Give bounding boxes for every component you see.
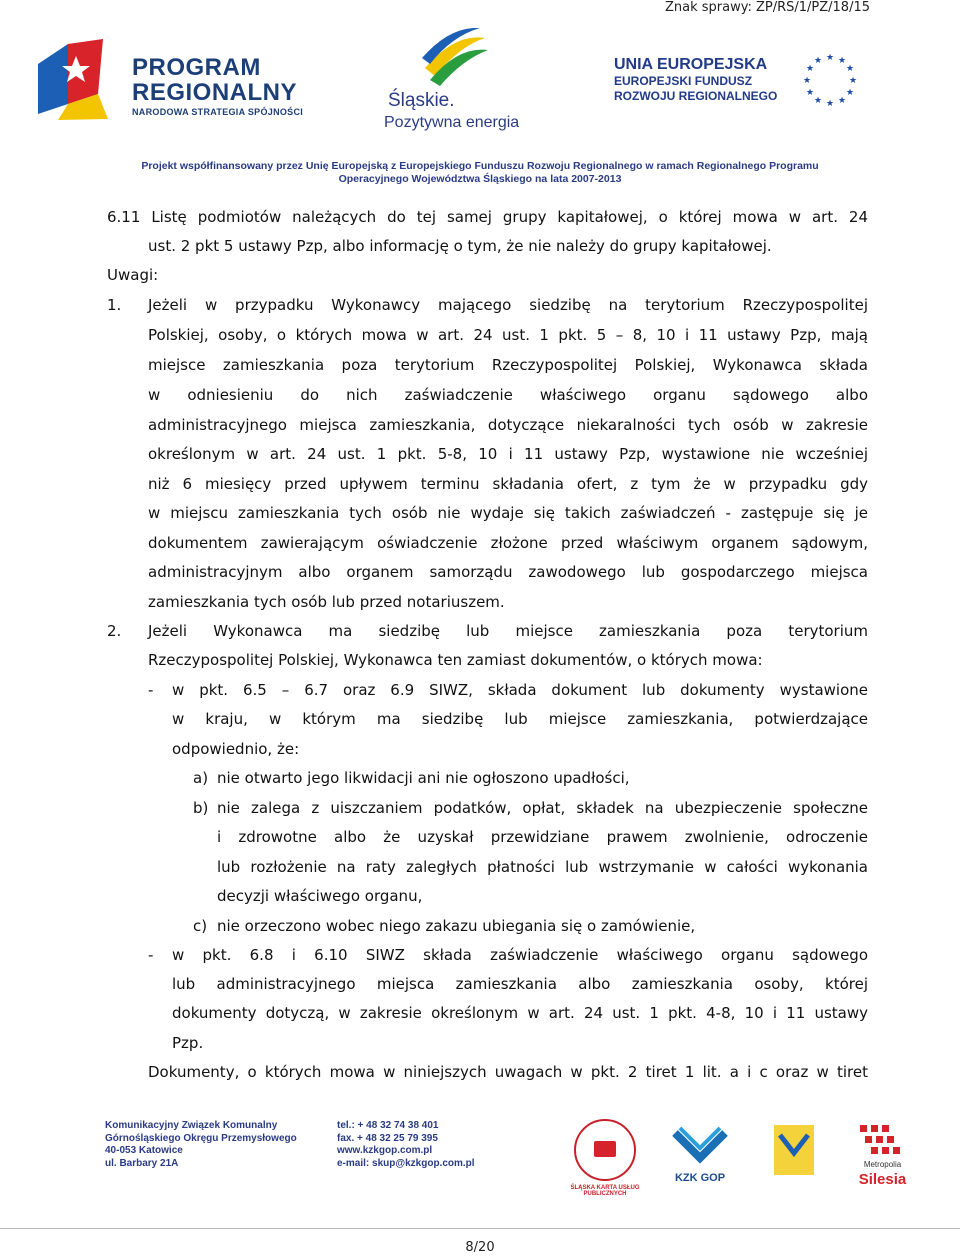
note-1-line: w miejscu zamieszkania tych osób nie wydaje się takich zaświadczeń - zastępuje się je <box>148 504 868 522</box>
metropolia-logo-icon <box>855 1120 910 1160</box>
svg-text:★: ★ <box>802 76 812 86</box>
slaska-karta-label: ŚLĄSKA KARTA USŁUG PUBLICZNYCH <box>570 1185 640 1197</box>
dash-1-line: odpowiednio, że: <box>172 740 300 758</box>
green-shield-logo-icon <box>770 1123 818 1183</box>
note-1-line: w odniesieniu do nich zaświadczenie właściwego organu sądowego albo <box>148 386 868 404</box>
kzk-gop-label: KZK GOP <box>674 1172 726 1184</box>
program-title-2: REGIONALNY <box>132 79 298 106</box>
footer-divider <box>0 1228 960 1229</box>
footer-org-line: Górnośląskiego Okręgu Przemysłowego <box>105 1132 297 1144</box>
metropolia-label: Metropolia <box>863 1160 902 1169</box>
item-b-line: i zdrowotne albo że uzyskał przewidziane prawem zwolnienie, odroczenie <box>217 828 868 846</box>
page-number: 8/20 <box>465 1240 495 1255</box>
note-1-line: miejsce zamieszkania poza terytorium Rzeczypospolitej Polskiej, Wykonawca składa <box>148 356 868 374</box>
note-2-line: Jeżeli Wykonawca ma siedzibę lub miejsce zamieszkania poza terytorium <box>148 622 868 640</box>
notes-heading: Uwagi: <box>107 266 159 284</box>
paragraph-611-line-1: 6.11 Listę podmiotów należących do tej samej grupy kapitałowej, o której mowa w art. 24 <box>107 208 868 226</box>
dash-bullet-1: - <box>148 681 154 699</box>
footer-contact <box>337 1120 475 1170</box>
item-b-label: b) <box>193 799 209 817</box>
page-footer <box>0 1115 960 1225</box>
silesia-label: Silesia <box>858 1171 907 1188</box>
kzk-gop-logo-icon <box>670 1123 730 1168</box>
paragraph-611-line-2: ust. 2 pkt 5 ustawy Pzp, albo informację o tym, że nie należy do grupy kapitałowej. <box>148 237 772 255</box>
svg-text:★: ★ <box>805 88 815 98</box>
svg-text:★: ★ <box>813 96 823 106</box>
item-b-line: decyzji właściwego organu, <box>217 887 423 905</box>
document-reference: Znak sprawy: ZP/RS/1/PZ/18/15 <box>664 0 870 15</box>
header-logos <box>0 0 960 195</box>
dash-2-line: lub administracyjnego miejsca zamieszkania albo zamieszkania osoby, której <box>172 975 868 993</box>
eu-fund-line-2: ROZWOJU REGIONALNEGO <box>614 89 778 103</box>
slaskie-name: Śląskie. <box>388 90 455 111</box>
note-2-number: 2. <box>107 622 122 640</box>
footer-logos <box>570 1115 920 1195</box>
cofinancing-line-1: Projekt współfinansowany przez Unię Europejską z Europejskiego Funduszu Rozwoju Regionalnego w ramach Regionalnego Programu <box>141 160 819 172</box>
footer-website: www.kzkgop.com.pl <box>337 1145 433 1156</box>
eu-logo <box>590 50 880 130</box>
item-b-line: lub rozłożenie na raty zaległych płatności lub wstrzymanie w całości wykonania <box>217 858 868 876</box>
item-c-label: c) <box>193 917 208 935</box>
footer-phone: tel.: + 48 32 74 38 401 <box>337 1120 439 1131</box>
note-1-line: Polskiej, osoby, o których mowa w art. 24 ust. 1 pkt. 5 – 8, 10 i 11 ustawy Pzp, mają <box>148 326 868 344</box>
item-c-text: nie orzeczono wobec niego zakazu ubiegania się o zamówienie, <box>217 917 696 935</box>
footer-org-line: 40-053 Katowice <box>105 1145 183 1156</box>
svg-text:★: ★ <box>837 56 847 66</box>
dash-2-line: w pkt. 6.8 i 6.10 SIWZ składa zaświadczenie właściwego organu sądowego <box>172 946 868 964</box>
closing-line: Dokumenty, o których mowa w niniejszych uwagach w pkt. 2 tiret 1 lit. a i c oraz w tiret <box>148 1063 868 1081</box>
item-b-line: nie zalega z uiszczaniem podatków, opłat, składek na ubezpieczenie społeczne <box>217 799 868 817</box>
svg-text:★: ★ <box>813 56 823 66</box>
svg-text:★: ★ <box>837 96 847 106</box>
dash-bullet-2: - <box>148 946 154 964</box>
note-1-line: dokumentem zawierającym oświadczenie złożone przed właściwym organem sądowym, <box>148 534 868 552</box>
note-1-line: administracyjnego miejsca zamieszkania, dotyczące niekaralności tych osób w zakresie <box>148 416 868 434</box>
eu-flag-icon <box>788 50 872 110</box>
eu-title: UNIA EUROPEJSKA <box>614 56 768 73</box>
svg-text:★: ★ <box>805 64 815 74</box>
footer-org-line: ul. Barbary 21A <box>105 1157 179 1169</box>
svg-text:★: ★ <box>845 64 855 74</box>
program-flag-icon <box>28 34 120 120</box>
slaskie-wave-icon <box>420 28 490 88</box>
note-1-line: administracyjnym albo organem samorządu zawodowego lub gospodarczego miejsca <box>148 563 868 581</box>
note-1-line: zamieszkania tych osób lub przed notariuszem. <box>148 593 505 611</box>
program-title-1: PROGRAM <box>132 54 261 81</box>
program-regionalny-logo <box>28 34 328 124</box>
dash-1-line: w kraju, w którym ma siedzibę lub miejsce zamieszkania, potwierdzające <box>172 710 868 728</box>
cofinancing-line-2: Operacyjnego Województwa Śląskiego na lata 2007-2013 <box>338 173 622 185</box>
note-2-line: Rzeczypospolitej Polskiej, Wykonawca ten zamiast dokumentów, o których mowa: <box>148 651 763 669</box>
item-a-text: nie otwarto jego likwidacji ani nie ogłoszono upadłości, <box>217 769 630 787</box>
eu-fund-line-1: EUROPEJSKI FUNDUSZ <box>614 74 753 88</box>
dash-2-line: dokumenty dotyczą, w zakresie określonym w art. 24 ust. 1 pkt. 4-8, 10 i 11 ustawy <box>172 1004 868 1022</box>
footer-email: e-mail: skup@kzkgop.com.pl <box>337 1157 475 1169</box>
svg-text:★: ★ <box>825 99 835 109</box>
svg-text:★: ★ <box>845 88 855 98</box>
footer-fax: fax. + 48 32 25 79 395 <box>337 1132 438 1144</box>
svg-text:★: ★ <box>848 76 858 86</box>
slaskie-slogan: Pozytywna energia <box>384 114 520 131</box>
cofinancing-note <box>0 160 960 186</box>
slaskie-logo <box>380 28 530 138</box>
note-1-number: 1. <box>107 296 122 314</box>
note-1-line: określonym w art. 24 ust. 1 pkt. 5-8, 10 i 11 ustawy Pzp, wystawione nie wcześniej <box>148 445 868 463</box>
footer-organization <box>105 1120 297 1170</box>
footer-org-line: Komunikacyjny Związek Komunalny <box>105 1120 278 1131</box>
note-1-line: niż 6 miesięcy przed upływem terminu składania ofert, z tym że w przypadku gdy <box>148 475 868 493</box>
dash-2-line: Pzp. <box>172 1034 204 1052</box>
item-a-label: a) <box>193 769 209 787</box>
svg-text:★: ★ <box>825 53 835 63</box>
program-subtitle: NARODOWA STRATEGIA SPÓJNOŚCI <box>132 107 304 117</box>
dash-1-line: w pkt. 6.5 – 6.7 oraz 6.9 SIWZ, składa dokument lub dokumenty wystawione <box>172 681 868 699</box>
slaska-karta-logo-icon <box>570 1115 640 1185</box>
note-1-line: Jeżeli w przypadku Wykonawcy mającego siedzibę na terytorium Rzeczypospolitej <box>148 296 868 314</box>
